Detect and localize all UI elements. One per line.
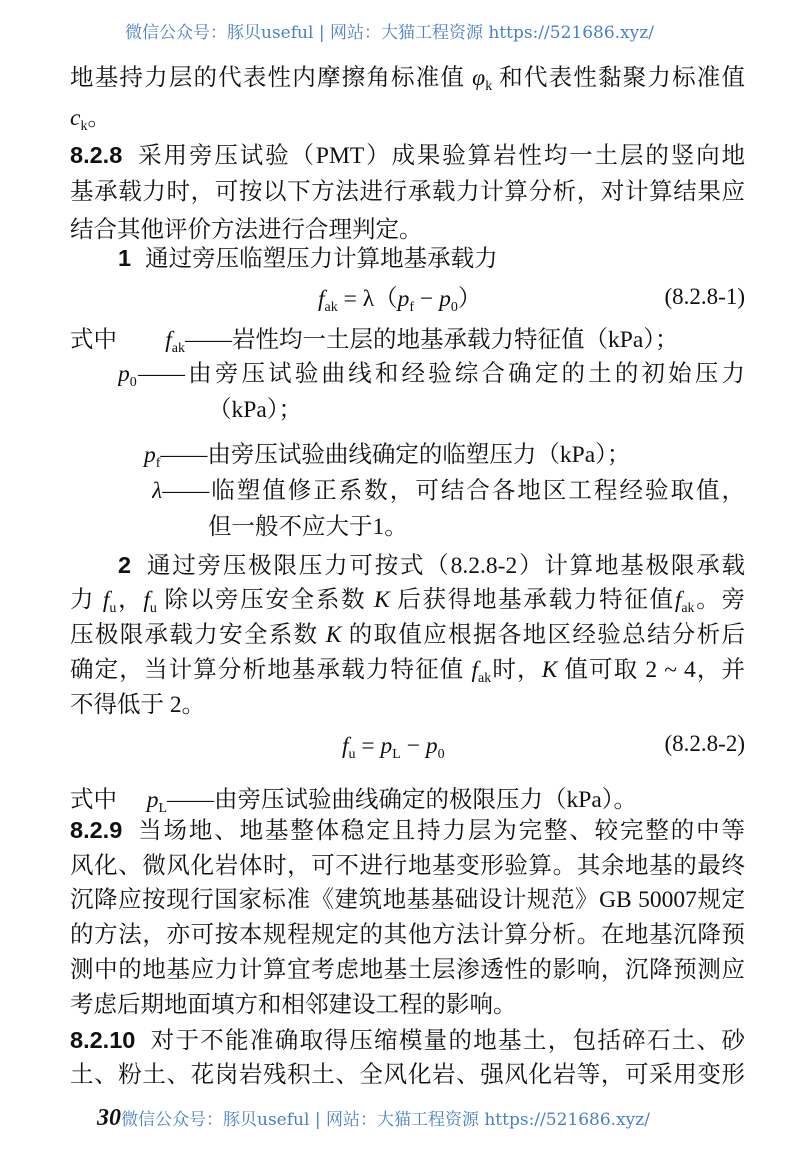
page-number: 30 (97, 1105, 121, 1131)
item-2-line: 不得低于 2。 (70, 692, 206, 718)
clause-8-2-8-line: 8.2.8 采用旁压试验（PMT）成果验算岩性均一土层的竖向地 (70, 142, 745, 169)
clause-8-2-9-line: 测中的地基应力计算宜考虑地基土层渗透性的影响，沉降预测应 (70, 957, 745, 983)
equation-number: (8.2.8-1) (664, 284, 745, 309)
clause-8-2-10-line: 8.2.10 对于不能准确取得压缩模量的地基土，包括碎石土、砂 (70, 1027, 745, 1054)
formula-8-2-8-2: $f_u = p_L - p_0$ (342, 733, 445, 762)
clause-8-2-8-line: 结合其他评价方法进行合理判定。 (70, 217, 423, 243)
item-2-line: 压极限承载力安全系数 K 的取值应根据各地区经验总结分析后 (70, 622, 745, 648)
footer (97, 1105, 650, 1132)
clause-8-2-9-line: 考虑后期地面填方和相邻建设工程的影响。 (70, 992, 517, 1018)
definition-p0: $p_0——$由旁压试验曲线和经验综合确定的土的初始压力 (118, 361, 745, 389)
definition-fak: 式中 $f_{ak}——$岩性均一土层的地基承载力特征值（kPa）； (70, 327, 679, 356)
definition-lambda-cont: 但一般不应大于1。 (208, 514, 408, 540)
clause-8-2-9-line: 的方法，亦可按本规程规定的其他方法计算分析。在地基沉降预 (70, 922, 745, 948)
clause-8-2-9-line: 沉降应按现行国家标准《建筑地基基础设计规范》GB 50007规定 (70, 887, 745, 913)
definition-pf: $p_f——$由旁压试验曲线确定的临塑压力（kPa）； (144, 442, 631, 471)
footer-watermark: 微信公众号：豚贝useful | 网站：大猫工程资源 https://521686.xyz/ (121, 1110, 650, 1130)
intro-line-2: $c_k$。 (70, 105, 111, 134)
item-2-line: 确定，当计算分析地基承载力特征值 $f_{ak}$时，K 值可取 2 ~ 4，并 (70, 657, 745, 685)
equation-number: (8.2.8-2) (664, 731, 745, 756)
formula-8-2-8-1: $f_{ak} = \lambda(p_f - p_0)$ (318, 286, 482, 315)
item-2-line: 力 $f_u$，$f_u$ 除以旁压安全系数 K 后获得地基承载力特征值$f_{ak}$。旁 (70, 587, 745, 615)
definition-pl: 式中 $p_L——$由旁压试验曲线确定的极限压力（kPa）。 (70, 787, 637, 816)
definition-lambda: λ——临塑值修正系数，可结合各地区工程经验取值， (152, 478, 745, 504)
header-watermark: 微信公众号：豚贝useful | 网站：大猫工程资源 https://521686.xyz/ (125, 23, 654, 43)
intro-line-1: 地基持力层的代表性内摩擦角标准值 $\varphi_k$ 和代表性黏聚力标准值 (70, 65, 745, 93)
clause-number: 8.2.10 (70, 1027, 136, 1053)
definition-p0-cont: （kPa）； (208, 397, 302, 423)
clause-8-2-9-line: 风化、微风化岩体时，可不进行地基变形验算。其余地基的最终 (70, 853, 745, 879)
clause-8-2-9-line: 8.2.9 当场地、地基整体稳定且持力层为完整、较完整的中等 (70, 817, 745, 844)
clause-8-2-8-line: 基承载力时，可按以下方法进行承载力计算分析，对计算结果应 (70, 179, 745, 205)
clause-8-2-10-line: 土、粉土、花岗岩残积土、全风化岩、强风化岩等，可采用变形 (70, 1062, 745, 1088)
item-1: 1 通过旁压临塑压力计算地基承载力 (118, 245, 498, 272)
clause-number: 8.2.9 (70, 817, 123, 843)
item-2-line: 2 通过旁压极限压力可按式（8.2.8-2）计算地基极限承载 (118, 552, 745, 579)
clause-number: 8.2.8 (70, 142, 123, 168)
